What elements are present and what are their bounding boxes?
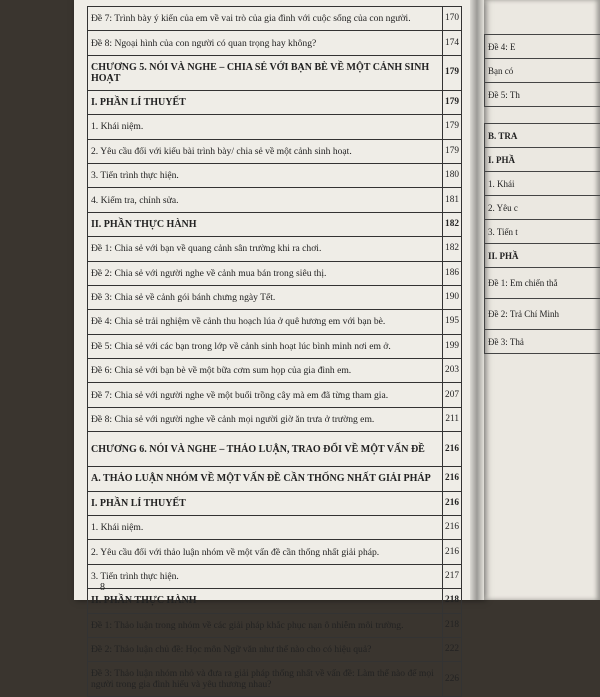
book-spine-shadow (470, 0, 484, 600)
toc-entry-title: Đề 3: Thảo luận nhóm nhỏ và đưa ra giải pháp thống nhất về vấn đề: Làm thế nào để mọi người trong gia đình hiểu và yêu thương nhau? (88, 662, 443, 697)
toc-entry-page: 216 (443, 467, 462, 491)
toc-entry-page: 218 (443, 589, 462, 613)
toc-entry-title: Đề 8: Chia sẻ với người nghe về cảnh mọi người giờ ăn trưa ở trường em. (88, 407, 443, 431)
toc-entry-title: II. PHẦN THỰC HÀNH (88, 589, 443, 613)
toc-row (88, 139, 462, 163)
toc-entry-title: Đề 6: Chia sẻ với bạn bè về một bữa cơm sum họp của gia đình em. (88, 359, 443, 383)
toc-entry-title: II. PHẦN THỰC HÀNH (88, 212, 443, 236)
side-toc-entry: Đề 4: E (485, 35, 600, 59)
toc-entry-title: I. PHẦN LÍ THUYẾT (88, 491, 443, 515)
toc-entry-page: 170 (443, 7, 462, 31)
toc-row (88, 540, 462, 564)
side-toc-entry: Đề 3: Thả (485, 330, 600, 354)
side-toc-row (485, 299, 600, 330)
toc-section-row (88, 589, 462, 613)
toc-row (88, 383, 462, 407)
side-toc-entry: 3. Tiến t (485, 220, 600, 244)
side-toc-entry: I. PHẦ (485, 148, 600, 172)
side-toc-entry: Đề 2: Trả Chí Minh (485, 299, 600, 330)
side-toc-row (485, 124, 600, 148)
toc-entry-title: CHƯƠNG 5. NÓI VÀ NGHE – CHIA SẺ VỚI BẠN BÈ VỀ MỘT CẢNH SINH HOẠT (88, 55, 443, 90)
side-toc-entry: Bạn có (485, 59, 600, 83)
toc-entry-title: Đề 7: Trình bày ý kiến của em về vai trò của gia đình với cuộc sống của con người. (88, 7, 443, 31)
toc-entry-page: 174 (443, 31, 462, 55)
toc-entry-title: Đề 2: Chia sẻ với người nghe về cảnh mua bán trong siêu thị. (88, 261, 443, 285)
toc-entry-page: 180 (443, 163, 462, 187)
toc-entry-page: 179 (443, 90, 462, 114)
toc-entry-page: 217 (443, 564, 462, 588)
toc-entry-title: Đề 7: Chia sẻ với người nghe về một buổi trồng cây mà em đã từng tham gia. (88, 383, 443, 407)
toc-entry-title: Đề 5: Chia sẻ với các bạn trong lớp về cảnh sinh hoạt lúc bình minh nơi em ở. (88, 334, 443, 358)
side-toc-entry: 1. Khái (485, 172, 600, 196)
side-toc-entry: 2. Yêu c (485, 196, 600, 220)
toc-entry-page: 211 (443, 407, 462, 431)
side-toc-row (485, 268, 600, 299)
toc-row (88, 163, 462, 187)
toc-entry-page: 190 (443, 285, 462, 309)
toc-entry-page: 207 (443, 383, 462, 407)
toc-entry-page: 179 (443, 55, 462, 90)
side-toc-entry: B. TRA (485, 124, 600, 148)
toc-entry-title: Đề 1: Chia sẻ với bạn về quang cảnh sân trường khi ra chơi. (88, 237, 443, 261)
toc-entry-title: 3. Tiến trình thực hiện. (88, 163, 443, 187)
toc-entry-title: 1. Khái niệm. (88, 516, 443, 540)
table-of-contents (87, 6, 462, 697)
side-toc-entry: II. PHẦ (485, 244, 600, 268)
side-toc-entry: Đề 5: Th (485, 83, 600, 107)
toc-entry-title: 3. Tiến trình thực hiện. (88, 564, 443, 588)
toc-entry-title: 2. Yêu cầu đối với kiểu bài trình bày/ chia sẻ về một cảnh sinh hoạt. (88, 139, 443, 163)
toc-row (88, 188, 462, 212)
toc-entry-page: 186 (443, 261, 462, 285)
side-toc-row (485, 330, 600, 354)
toc-entry-title: CHƯƠNG 6. NÓI VÀ NGHE – THẢO LUẬN, TRAO ĐỔI VỀ MỘT VẤN ĐỀ (88, 432, 443, 467)
side-toc-row (485, 83, 600, 107)
toc-entry-page: 179 (443, 115, 462, 139)
toc-entry-page: 195 (443, 310, 462, 334)
toc-entry-title: Đề 4: Chia sẻ trải nghiệm về cảnh thu hoạch lúa ở quê hương em với bạn bè. (88, 310, 443, 334)
toc-entry-title: 1. Khái niệm. (88, 115, 443, 139)
side-toc-row (485, 107, 600, 124)
toc-entry-title: 4. Kiểm tra, chỉnh sửa. (88, 188, 443, 212)
side-toc-row (485, 220, 600, 244)
toc-section-row (88, 467, 462, 491)
toc-row (88, 310, 462, 334)
toc-entry-page: 222 (443, 637, 462, 661)
toc-entry-page: 216 (443, 516, 462, 540)
side-toc-row (485, 59, 600, 83)
toc-entry-page: 203 (443, 359, 462, 383)
toc-row (88, 516, 462, 540)
side-toc-row (485, 196, 600, 220)
toc-section-row (88, 491, 462, 515)
toc-entry-page: 216 (443, 432, 462, 467)
toc-row (88, 237, 462, 261)
side-toc-row (485, 148, 600, 172)
toc-row (88, 31, 462, 55)
side-toc-row (485, 172, 600, 196)
toc-chapter-row (88, 432, 462, 467)
toc-entry-title: A. THẢO LUẬN NHÓM VỀ MỘT VẤN ĐỀ CẦN THỐNG NHẤT GIẢI PHÁP (88, 467, 443, 491)
toc-entry-page: 181 (443, 188, 462, 212)
toc-row (88, 359, 462, 383)
toc-row (88, 407, 462, 431)
toc-entry-title: Đề 8: Ngoại hình của con người có quan trọng hay không? (88, 31, 443, 55)
toc-row (88, 285, 462, 309)
toc-entry-page: 216 (443, 540, 462, 564)
toc-entry-page: 182 (443, 212, 462, 236)
side-toc-row (485, 35, 600, 59)
toc-row (88, 613, 462, 637)
toc-entry-title: Đề 3: Chia sẻ về cảnh gói bánh chưng ngày Tết. (88, 285, 443, 309)
page-number: 8 (100, 582, 105, 593)
toc-entry-page: 216 (443, 491, 462, 515)
toc-row (88, 261, 462, 285)
toc-section-row (88, 212, 462, 236)
toc-row (88, 564, 462, 588)
toc-entry-page: 226 (443, 662, 462, 697)
toc-row (88, 334, 462, 358)
toc-entry-title: Đề 2: Thảo luận chủ đề: Học môn Ngữ văn như thế nào cho có hiệu quả? (88, 637, 443, 661)
toc-entry-title: I. PHẦN LÍ THUYẾT (88, 90, 443, 114)
toc-entry-page: 218 (443, 613, 462, 637)
side-toc-row (485, 244, 600, 268)
toc-row (88, 637, 462, 661)
toc-section-row (88, 90, 462, 114)
toc-entry-title: 2. Yêu cầu đối với thảo luận nhóm về một vấn đề cần thống nhất giải pháp. (88, 540, 443, 564)
adjacent-page-toc (484, 34, 600, 354)
toc-entry-title: Đề 1: Thảo luận trong nhóm về các giải pháp khắc phục nạn ô nhiễm môi trường. (88, 613, 443, 637)
toc-row (88, 662, 462, 697)
side-toc-entry (485, 107, 600, 124)
toc-chapter-row (88, 55, 462, 90)
toc-row (88, 7, 462, 31)
toc-row (88, 115, 462, 139)
side-toc-entry: Đề 1: Em chiến thắ (485, 268, 600, 299)
toc-entry-page: 199 (443, 334, 462, 358)
toc-entry-page: 179 (443, 139, 462, 163)
toc-entry-page: 182 (443, 237, 462, 261)
